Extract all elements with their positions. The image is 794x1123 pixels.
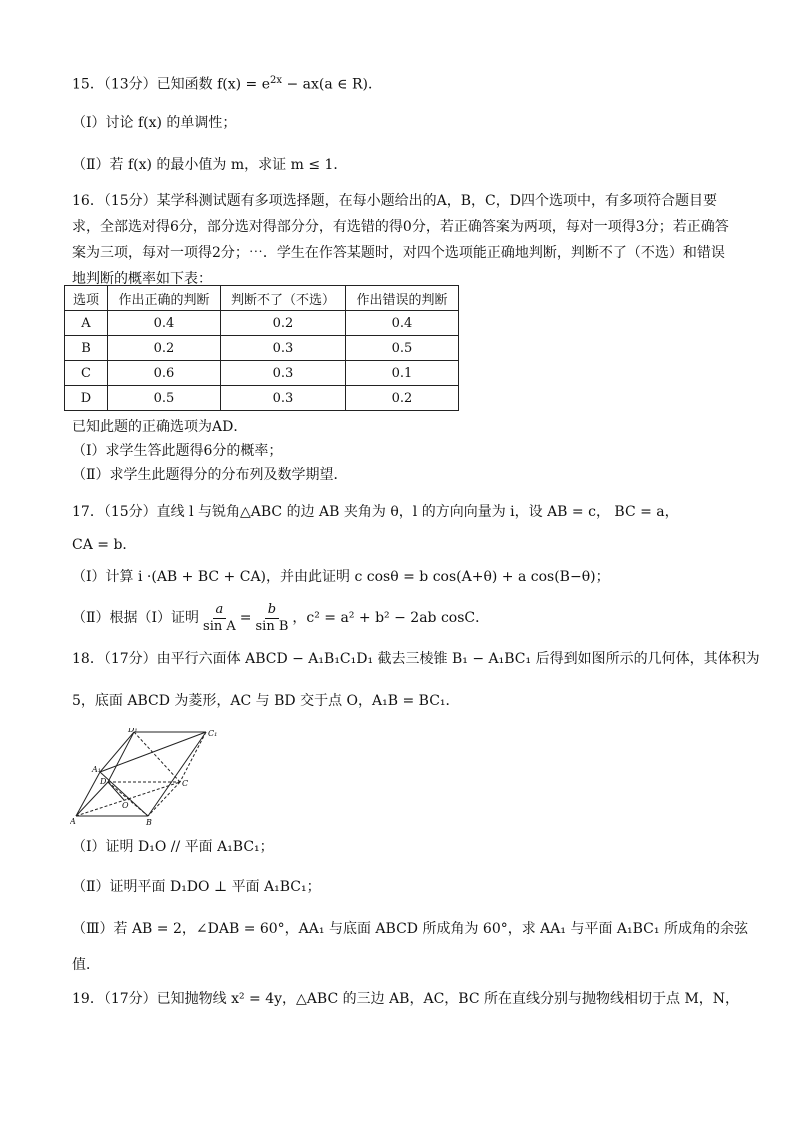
fraction-denominator: sin B <box>255 618 289 634</box>
fraction-numerator: b <box>265 602 279 619</box>
table-cell: B <box>65 336 108 361</box>
table-cell: 0.4 <box>346 311 459 336</box>
q17-part2-pre: （Ⅱ）根据（Ⅰ）证明 <box>72 610 200 626</box>
table-row <box>65 386 459 411</box>
table-cell: 0.3 <box>221 386 346 411</box>
fraction-b-over-sinB <box>256 602 289 635</box>
equals-sign: = <box>239 610 252 626</box>
table-cell: 0.6 <box>108 361 221 386</box>
table-header: 选项 <box>65 286 108 311</box>
geometry-figure <box>70 728 220 828</box>
q18-stem: 18．（17分）由平行六面体 ABCD − A₁B₁C₁D₁ 截去三棱锥 B₁ − A₁BC₁ 后得到如图所示的几何体，其体积为 <box>72 651 760 667</box>
table-cell: 0.2 <box>346 386 459 411</box>
table-header-row <box>65 286 459 311</box>
label-C1: C₁ <box>208 729 218 738</box>
probability-table <box>64 285 459 411</box>
table-cell: D <box>65 386 108 411</box>
q18-stem-cont: 5，底面 ABCD 为菱形，AC 与 BD 交于点 O，A₁B = BC₁． <box>72 693 460 709</box>
q18-part2: （Ⅱ）证明平面 D₁DO ⊥ 平面 A₁BC₁； <box>72 879 321 895</box>
table-row <box>65 336 459 361</box>
fraction-numerator: a <box>213 602 227 619</box>
q16-note: 已知此题的正确选项为AD． <box>72 419 248 435</box>
table-cell: 0.3 <box>221 336 346 361</box>
table-cell: 0.5 <box>346 336 459 361</box>
q19-stem: 19．（17分）已知抛物线 x² = 4y，△ABC 的三边 AB，AC，BC 所在直线分别与抛物线相切于点 M，N， <box>72 991 740 1007</box>
table-header: 作出正确的判断 <box>108 286 221 311</box>
label-C: C <box>182 779 189 788</box>
fraction-denominator: sin A <box>203 618 236 634</box>
q15-part2: （Ⅱ）若 f(x) 的最小值为 m，求证 m ≤ 1． <box>72 157 348 173</box>
q17-stem-cont: CA = b． <box>72 537 137 553</box>
q18-part3-cont: 值． <box>72 957 100 973</box>
table-row <box>65 361 459 386</box>
label-D: D <box>100 777 107 786</box>
table-cell: 0.5 <box>108 386 221 411</box>
q17-stem: 17．（15分）直线 l 与锐角△ABC 的边 AB 夹角为 θ，l 的方向向量为 i，设 AB = c， BC = a， <box>72 504 679 520</box>
q18-part3: （Ⅲ）若 AB = 2，∠DAB = 60°，AA₁ 与底面 ABCD 所成角为 60°，求 AA₁ 与平面 A₁BC₁ 所成角的余弦 <box>72 921 748 937</box>
table-cell: 0.1 <box>346 361 459 386</box>
table-header: 作出错误的判断 <box>346 286 459 311</box>
table-cell: 0.3 <box>221 361 346 386</box>
q17-part2 <box>72 598 734 638</box>
q16-part1: （Ⅰ）求学生答此题得6分的概率； <box>72 443 283 459</box>
table-cell: 0.2 <box>221 311 346 336</box>
label-B: B <box>146 818 152 827</box>
q18-part1: （Ⅰ）证明 D₁O // 平面 A₁BC₁； <box>72 839 274 855</box>
q15-exp: 2x <box>270 75 283 86</box>
q17-part2-post: ，c² = a² + b² − 2ab cosC． <box>292 610 490 626</box>
label-D1: D₁ <box>128 728 138 734</box>
q15-head: 15．（13分）已知函数 f(x) = e <box>72 76 270 93</box>
q17-part1: （Ⅰ）计算 i ·(AB + BC + CA)，并由此证明 c cosθ = b cos(A+θ) + a cos(B−θ)； <box>72 569 610 585</box>
table-cell: 0.4 <box>108 311 221 336</box>
q15-part1: （Ⅰ）讨论 f(x) 的单调性； <box>72 115 237 131</box>
table-header: 判断不了（不选） <box>221 286 346 311</box>
label-A: A <box>70 817 76 826</box>
label-A1: A₁ <box>92 765 101 774</box>
table-cell: A <box>65 311 108 336</box>
table-cell: C <box>65 361 108 386</box>
q15-tail: − ax(a ∈ R)． <box>282 76 382 93</box>
label-O: O <box>122 801 129 810</box>
q16-stem: 16．（15分）某学科测试题有多项选择题，在每小题给出的A，B，C，D四个选项中，有多项符合题目要求，全部选对得6分，部分选对得部分分，有选错的得0分，若正确答案为两项，每对一项得3分；若正确答案为三项，每对一项得2分；⋯．学生在作答某题时，对四个选项能正确地判断，判断不了（不选）和错误地判断的概率如下表： <box>72 193 729 287</box>
table-cell: 0.2 <box>108 336 221 361</box>
q16-part2: （Ⅱ）求学生此题得分的分布列及数学期望． <box>72 467 348 483</box>
fraction-a-over-sinA <box>203 602 236 635</box>
q15-stem <box>72 70 734 96</box>
table-row <box>65 311 459 336</box>
